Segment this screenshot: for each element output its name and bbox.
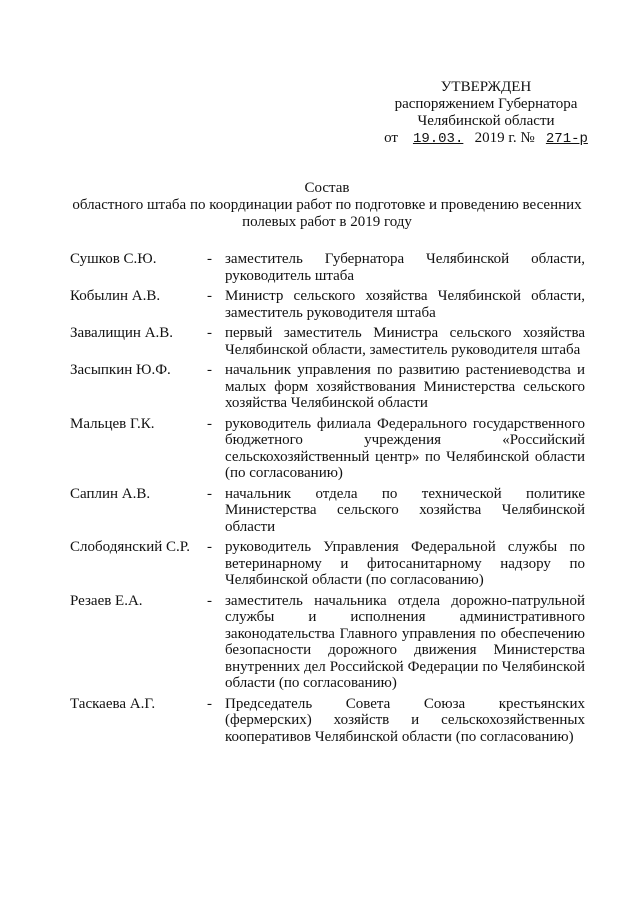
- dash-separator: -: [207, 592, 212, 609]
- dash-separator: -: [207, 539, 212, 555]
- member-row: [70, 362, 585, 412]
- dash-separator: -: [207, 485, 212, 502]
- dash-separator: -: [207, 288, 212, 304]
- approval-title: УТВЕРЖДЕН: [440, 79, 532, 95]
- member-row: [70, 486, 585, 536]
- dash-separator: -: [207, 415, 212, 432]
- member-row: [70, 539, 585, 589]
- member-name: Таскаева А.Г.: [70, 695, 156, 712]
- dash-separator: -: [207, 695, 212, 712]
- member-name: Мальцев Г.К.: [70, 415, 155, 432]
- member-name: Слободянский С.Р.: [70, 539, 190, 555]
- date-prefix: от: [384, 130, 398, 146]
- order-number: 271-р: [545, 131, 588, 147]
- member-role: руководитель Управления Федеральной службы по ветеринарному и фитосанитарному надзору по Челябинской области (по согласованию): [225, 539, 585, 588]
- member-row: [70, 288, 585, 321]
- member-row: [70, 696, 585, 746]
- member-row: [70, 251, 585, 284]
- member-role: Министр сельского хозяйства Челябинской области, заместитель руководителя штаба: [225, 288, 585, 321]
- member-role: заместитель начальника отдела дорожно-патрульной службы и исполнения административного законодательства Главного управления по обеспечению безопасности дорожного движения Министерства внутренних дел Российской Федерации по Челябинской области (по согласованию): [225, 592, 585, 691]
- member-row: [70, 416, 585, 482]
- approval-line-2: Челябинской области: [417, 113, 555, 129]
- member-row: [70, 325, 585, 358]
- approval-line-1: распоряжением Губернатора: [394, 96, 578, 112]
- member-role: первый заместитель Министра сельского хозяйства Челябинской области, заместитель руководителя штаба: [225, 325, 585, 358]
- approval-date-line: [370, 130, 602, 148]
- dash-separator: -: [207, 251, 212, 267]
- members-list: [70, 251, 585, 749]
- year-text: 2019 г. №: [474, 130, 535, 146]
- member-name: Резаев Е.А.: [70, 592, 143, 609]
- member-row: [70, 593, 585, 692]
- dash-separator: -: [207, 325, 212, 341]
- heading-subtitle: областного штаба по координации работ по подготовке и проведению весенних полевых работ в 2019 году: [72, 197, 582, 230]
- member-role: начальник отдела по технической политике Министерства сельского хозяйства Челябинской области: [225, 485, 585, 535]
- member-name: Засыпкин Ю.Ф.: [70, 362, 171, 378]
- member-role: заместитель Губернатора Челябинской области, руководитель штаба: [225, 251, 585, 284]
- member-name: Саплин А.В.: [70, 485, 151, 502]
- member-name: Сушков С.Ю.: [70, 251, 157, 267]
- document-heading: [62, 180, 592, 231]
- member-role: Председатель Совета Союза крестьянских (фермерских) хозяйств и сельскохозяйственных кооперативов Челябинской области (по согласованию): [225, 695, 585, 745]
- date-value: 19.03.: [412, 131, 464, 147]
- approval-stamp: [370, 79, 602, 148]
- heading-title: Состав: [304, 180, 350, 196]
- member-name: Завалищин А.В.: [70, 325, 174, 341]
- dash-separator: -: [207, 362, 212, 378]
- member-name: Кобылин А.В.: [70, 288, 161, 304]
- member-role: руководитель филиала Федерального государственного бюджетного учреждения «Российский сельскохозяйственный центр» по Челябинской области (по согласованию): [225, 415, 585, 481]
- member-role: начальник управления по развитию растениеводства и малых форм хозяйствования Министерства сельского хозяйства Челябинской области: [225, 362, 585, 411]
